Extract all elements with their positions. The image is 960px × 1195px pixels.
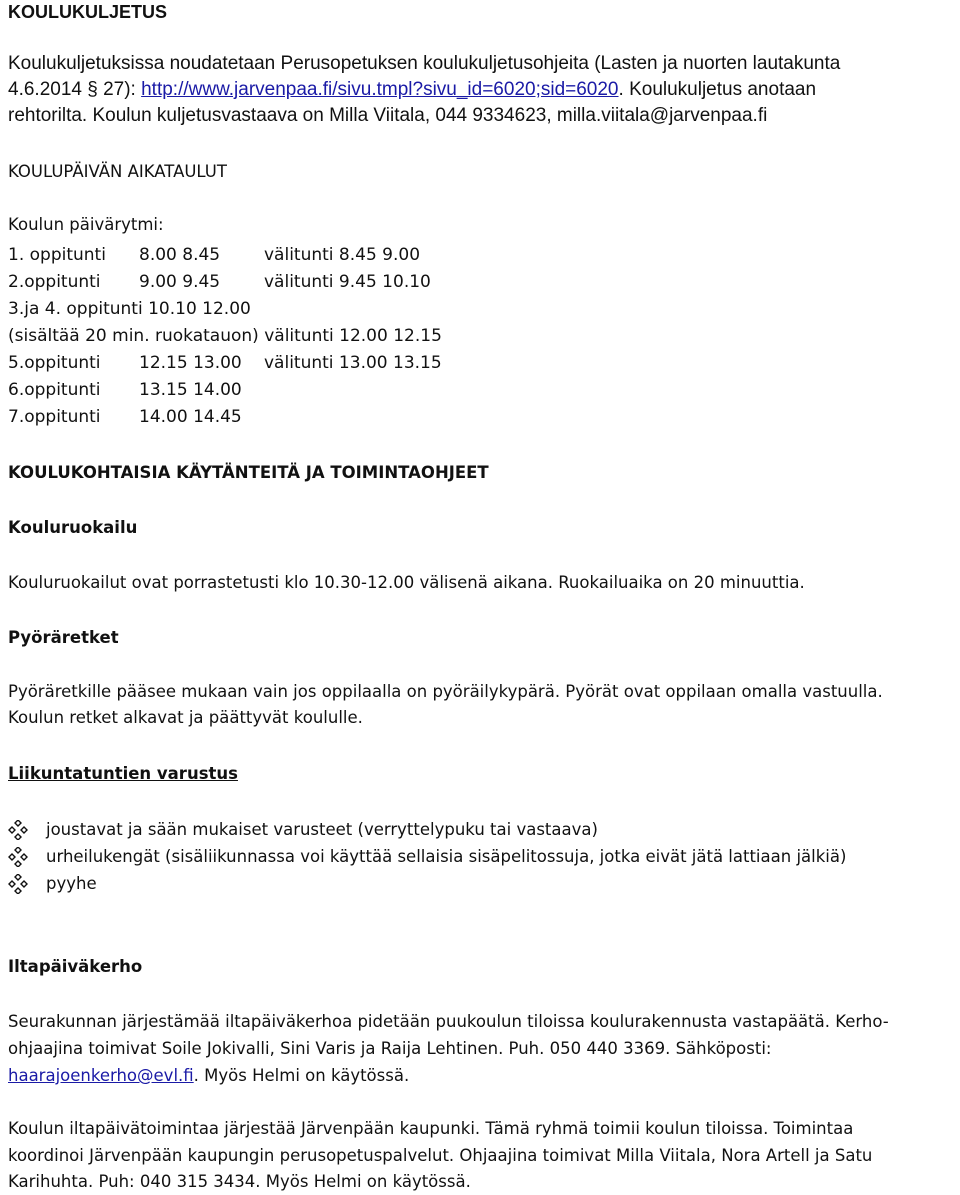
schedule-lesson: 6.oppitunti: [8, 380, 101, 400]
section-title-transport: KOULUKULJETUS: [8, 2, 168, 22]
bike-heading: Pyöräretket: [8, 628, 119, 647]
schedule-row: [8, 270, 908, 294]
schedule-time: 12.15 13.00: [139, 353, 242, 373]
transport-paragraph-line-2: [8, 78, 816, 102]
helmi-note: . Myös Helmi on käytössä.: [193, 1066, 410, 1085]
schedule-break: välitunti 9.45 10.10: [264, 272, 431, 292]
schedule-break: välitunti 13.00 13.15: [264, 353, 442, 373]
four-diamond-bullet-icon: [8, 847, 28, 867]
schedule-break: välitunti 8.45 9.00: [264, 245, 421, 265]
schedule-row: [8, 297, 908, 321]
transport-paragraph-line-3: rehtorilta. Koulun kuljetusvastaava on Milla Viitala, 044 9334623, milla.viitala@jarvenpaa.fi: [8, 105, 768, 126]
lunch-heading: Kouluruokailu: [8, 518, 138, 537]
practices-heading: KOULUKOHTAISIA KÄYTÄNTEITÄ JA TOIMINTAOHJEET: [8, 463, 489, 482]
schedule-lesson: 7.oppitunti: [8, 407, 101, 427]
schedule-row-text: (sisältää 20 min. ruokatauon) välitunti 12.00 12.15: [8, 326, 442, 346]
afternoon-p2-line-1: Koulun iltapäivätoimintaa järjestää Järvenpään kaupunki. Tämä ryhmä toimii koulun tiloissa. Toimintaa: [8, 1119, 854, 1138]
schedule-lesson: 5.oppitunti: [8, 353, 101, 373]
afternoon-p1-line-3: [8, 1064, 409, 1088]
four-diamond-bullet-icon: [8, 874, 28, 894]
schedule-row: [8, 243, 908, 267]
pe-list-item-text: pyyhe: [46, 874, 97, 893]
bike-text-line-2: Koulun retket alkavat ja päättyvät koululle.: [8, 708, 363, 727]
schedule-time: 8.00 8.45: [139, 245, 221, 265]
pe-list-item-text: urheilukengät (sisäliikunnassa voi käyttää sellaisia sisäpelitossuja, jotka eivät jätä lattiaan jälkiä): [46, 847, 847, 866]
transport-paragraph-line-1: Koulukuljetuksissa noudatetaan Perusopetuksen koulukuljetusohjeita (Lasten ja nuorten lautakunta: [8, 53, 841, 74]
schedule-lesson: 1. oppitunti: [8, 245, 106, 265]
club-email-link[interactable]: haarajoenkerho@evl.fi: [8, 1066, 194, 1085]
afternoon-p2-line-2: koordinoi Järvenpään kaupungin perusopetuspalvelut. Ohjaajina toimivat Milla Viitala, Nora Artell ja Satu: [8, 1146, 873, 1165]
transport-guideline-link[interactable]: http://www.jarvenpaa.fi/sivu.tmpl?sivu_id=6020;sid=6020: [141, 79, 619, 100]
schedule-row: [8, 324, 908, 348]
schedule-row: [8, 378, 908, 402]
schedule-time: 13.15 14.00: [139, 380, 242, 400]
afternoon-p1-line-2: ohjaajina toimivat Soile Jokivalli, Sini Varis ja Raija Lehtinen. Puh. 050 440 3369. Sähköposti:: [8, 1039, 772, 1058]
pe-heading: Liikuntatuntien varustus: [8, 764, 238, 783]
lunch-text: Kouluruokailut ovat porrastetusti klo 10.30-12.00 välisenä aikana. Ruokailuaika on 20 minuuttia.: [8, 573, 805, 592]
afternoon-p1-line-1: Seurakunnan järjestämää iltapäiväkerhoa pidetään puukoulun tiloissa koulurakennusta vastapäätä. Kerho-: [8, 1012, 889, 1031]
schedule-row: [8, 405, 908, 429]
transport-ref-text: 4.6.2014 § 27):: [8, 79, 142, 100]
afternoon-heading: Iltapäiväkerho: [8, 957, 143, 976]
schedule-heading: KOULUPÄIVÄN AIKATAULUT: [8, 162, 227, 181]
schedule-time: 14.00 14.45: [139, 407, 242, 427]
transport-request-text: . Koulukuljetus anotaan: [618, 79, 817, 100]
schedule-time: 9.00 9.45: [139, 272, 221, 292]
schedule-row-text: 3.ja 4. oppitunti 10.10 12.00: [8, 299, 251, 319]
schedule-row: [8, 351, 908, 375]
schedule-lesson: 2.oppitunti: [8, 272, 101, 292]
pe-list-item-text: joustavat ja sään mukaiset varusteet (verryttelypuku tai vastaava): [46, 820, 598, 839]
bike-text-line-1: Pyöräretkille pääsee mukaan vain jos oppilaalla on pyöräilykypärä. Pyörät ovat oppilaan omalla vastuulla.: [8, 682, 883, 701]
schedule-intro: Koulun päivärytmi:: [8, 215, 164, 234]
four-diamond-bullet-icon: [8, 820, 28, 840]
afternoon-p2-line-3: Karihuhta. Puh: 040 315 3434. Myös Helmi on käytössä.: [8, 1172, 471, 1191]
